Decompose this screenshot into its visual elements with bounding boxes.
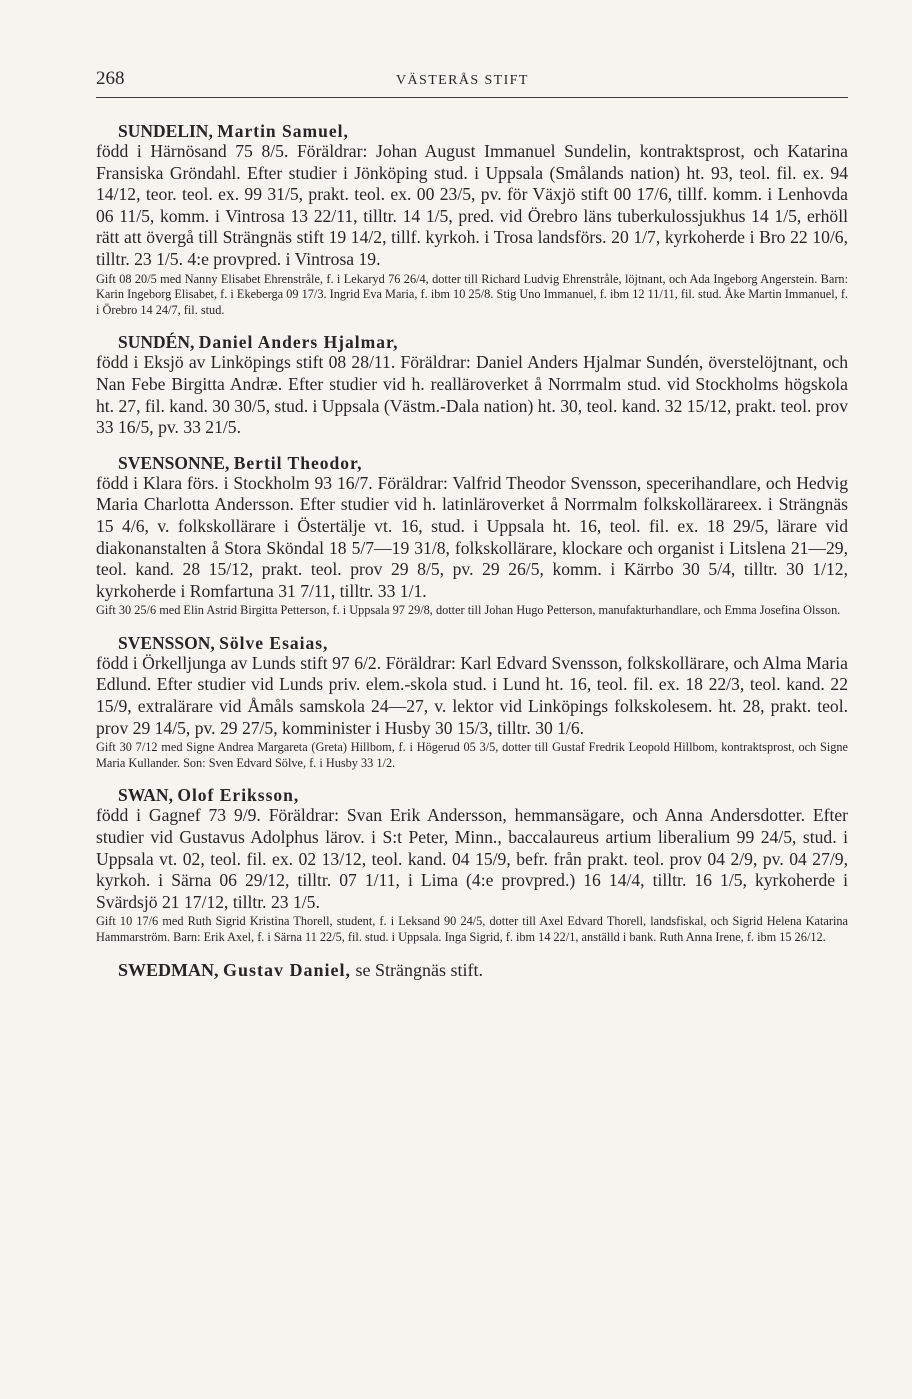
entry-surname: SUNDELIN, [118,121,213,141]
entry-svensson [96,634,848,772]
entry-surname: SUNDÉN, [118,332,195,353]
entry-biography: född i Härnösand 75 8/5. Föräldrar: Johan August Immanuel Sundelin, kontraktsprost, och Katarina Fransiska Gröndahl. Efter studier i Jönköping stud. i Uppsala (Smålands nation) ht. 93, teol. fil. ex. 94 14/12, teor. teol. ex. 99 31/5, prakt. teol. ex. 00 23/5, pv. för Växjö stift 00 17/6, tillf. komm. i Lenhovda 06 11/5, komm. i Vintrosa 13 22/11, tilltr. 14 1/5, pred. vid Örebro läns tuberkulossjukhus 14 1/5, erhöll rätt att övergå till Strängnäs stift 19 14/2, tillf. kyrkoh. i Trosa landsförs. 20 1/7, kyrkoherde i Bro 22 10/6, tilltr. 23 1/5. 4:e provpred. i Vintrosa 19. [96,141,848,269]
entries [96,122,848,980]
entry-given-names: Bertil Theodor, [233,452,363,473]
entry-given-names: Daniel Anders Hjalmar, [198,332,399,353]
entry-cross-reference: se Strängnäs stift. [355,959,484,980]
entry-biography: född i Gagnef 73 9/9. Föräldrar: Svan Erik Andersson, hemmansägare, och Anna Andersdotter. Efter studier vid Gustavus Adolphus lärov. i S:t Peter, Minn., baccalaureus artium liberalium 99 24/5, stud. i Uppsala vt. 02, teol. fil. ex. 02 13/12, teol. kand. 04 15/9, befr. från prakt. teol. prov 04 2/9, pv. 04 27/9, kyrkoh. i Särna 06 29/12, tilltr. 07 1/11, i Lima (4:e provpred.) 16 14/4, tilltr. 16 1/5, kyrkoherde i Svärdsjö 21 17/12, tilltr. 23 1/5. [96,805,848,912]
running-head [96,68,848,98]
entry-biography: född i Eksjö av Linköpings stift 08 28/11. Föräldrar: Daniel Anders Hjalmar Sundén, överstelöjtnant, och Nan Febe Birgitta Andræ. Efter studier vid h. realläroverket å Norrmalm stud. vid Stockholms högskola ht. 27, fil. kand. 30 30/5, stud. i Uppsala (Västm.-Dala nation) ht. 30, teol. kand. 32 15/12, prakt. teol. prov 33 16/5, pv. 33 21/5. [96,352,849,438]
entry-heading [96,122,848,141]
entry-family: Gift 30 7/12 med Signe Andrea Margareta (Greta) Hillbom, f. i Högerud 05 3/5, dotter till Gustaf Fredrik Leopold Hillbom, kontraktsprost, och Signe Maria Kullander. Son: Sven Edvard Sölve, f. i Husby 33 1/2. [96,740,848,770]
entry-svensonne [96,454,848,619]
entry-surname: SVENSSON, [118,632,215,653]
entry-given-names: Olof Eriksson, [177,785,300,806]
entry-sunden [96,333,848,438]
entry-biography: född i Örkelljunga av Lunds stift 97 6/2. Föräldrar: Karl Edvard Svensson, folkskollärare, och Alma Maria Edlund. Efter studier vid Lunds priv. elem.-skola stud. i Lund ht. 16, teol. fil. ex. 18 22/3, teol. kand. 22 15/9, extralärare vid Åmåls samskola 24—27, v. lektor vid Linköpings folkskolesem. ht. 28, prakt. teol. prov 29 14/5, pv. 29 27/5, komminister i Husby 30 15/3, tilltr. 30 1/6. [96,652,848,738]
header-title: VÄSTERÅS STIFT [396,73,529,88]
entry-given-names: Martin Samuel, [217,121,349,141]
entry-sundelin [96,122,848,318]
entry-heading [96,961,848,980]
entry-swan [96,786,848,945]
entry-biography: född i Klara förs. i Stockholm 93 16/7. Föräldrar: Valfrid Theodor Svensson, specerihandlare, och Hedvig Maria Charlotta Andersson. Efter studier vid h. latinläroverket å Norrmalm folkskollärareex. i Strängnäs 15 4/6, v. folkskollärare i Östertälje vt. 16, stud. i Uppsala ht. 16, teol. fil. ex. 18 29/5, lärare vid diakonanstalten å Stora Sköndal 18 5/7—19 31/8, folkskollärare, klockare och organist i Litslena 21—29, teol. kand. 28 15/12, prakt. teol. prov 29 8/5, pv. 29 26/5, komm. i Kärrbo 30 5/4, tilltr. 30 1/12, kyrkoherde i Romfartuna 31 7/11, tilltr. 33 1/1. [96,472,848,601]
entry-family: Gift 08 20/5 med Nanny Elisabet Ehrenstråle, f. i Lekaryd 76 26/4, dotter till Richard Ludvig Ehrenstråle, löjtnant, och Ada Ingeborg Angerstein. Barn: Karin Ingeborg Elisabet, f. i Ekeberga 09 17/3. Ingrid Eva Maria, f. ibm 10 25/8. Stig Uno Immanuel, f. ibm 12 11/11, fil. stud. Åke Martin Immanuel, f. i Örebro 14 24/7, fil. stud. [96,271,848,317]
entry-given-names: Gustav Daniel, [223,959,352,980]
entry-swedman [96,961,848,980]
entry-heading [96,333,848,352]
entry-surname: SVENSONNE, [118,452,230,473]
page-number: 268 [96,68,125,89]
entry-family: Gift 30 25/6 med Elin Astrid Birgitta Petterson, f. i Uppsala 97 29/8, dotter till Johan Hugo Petterson, manufakturhandlare, och Emma Josefina Olsson. [96,603,841,618]
entry-surname: SWAN, [118,785,173,806]
entry-surname: SWEDMAN, [118,959,219,980]
entry-heading [96,634,848,653]
entry-given-names: Sölve Esaias, [219,632,329,653]
entry-family: Gift 10 17/6 med Ruth Sigrid Kristina Thorell, student, f. i Leksand 90 24/5, dotter till Axel Edvard Thorell, landsfiskal, och Sigrid Helena Katarina Hammarström. Barn: Erik Axel, f. i Särna 11 22/5, fil. stud. i Uppsala. Inga Sigrid, f. ibm 14 22/1, anställd i bank. Ruth Anna Irene, f. ibm 15 26/12. [96,914,848,944]
entry-heading [96,786,848,805]
entry-heading [96,454,848,473]
